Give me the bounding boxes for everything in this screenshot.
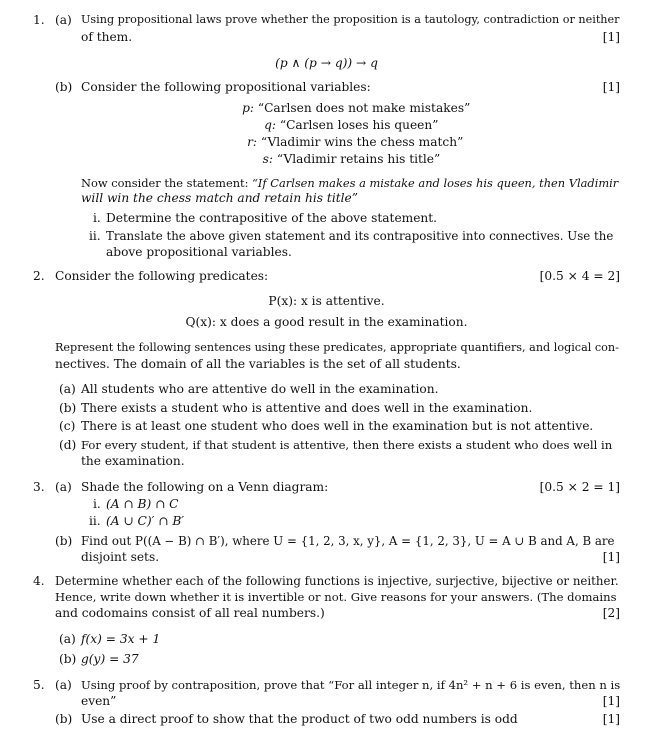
q1-statement-prefix: Now consider the statement: xyxy=(81,176,253,190)
q3-sub-i-expr: (A ∩ B) ∩ C xyxy=(106,497,179,511)
q1-sub-ii-label: ii. xyxy=(89,229,101,243)
q2-number: 2. xyxy=(33,269,45,283)
q1a-label: (a) xyxy=(55,13,72,27)
q3b-text-cont: disjoint sets. xyxy=(81,550,160,564)
q2d-label: (d) xyxy=(59,438,77,452)
q4-number: 4. xyxy=(33,574,45,588)
q3b-text: Find out P((A − B) ∩ B′), where U = {1, 2, 3, x, y}, A = {1, 2, 3}, U = A ∪ B and A, B are xyxy=(81,534,615,548)
q1a-text-line1: Using propositional laws prove whether the proposition is a tautology, contradiction or neither xyxy=(81,13,620,26)
q2b-label: (b) xyxy=(59,401,77,415)
q2-intro-line2: nectives. The domain of all the variables is the set of all students. xyxy=(55,357,461,371)
var-s-text: “Vladimir retains his title” xyxy=(276,152,441,166)
var-r-symbol: r: xyxy=(247,135,257,149)
q5-number: 5. xyxy=(33,678,45,692)
q5a-label: (a) xyxy=(55,678,72,692)
q4-text-line3: and codomains consist of all real numbers.) xyxy=(55,606,325,620)
q3a-marks: [0.5 × 2 = 1] xyxy=(539,480,620,494)
q1a-text-line2: of them. xyxy=(81,30,133,44)
q5a-marks: [1] xyxy=(602,694,620,708)
q1-statement-line1 xyxy=(81,175,618,191)
q1a-formula: (p ∧ (p → q)) → q xyxy=(275,56,378,70)
q2d-text: For every student, if that student is attentive, then there exists a student who does well in xyxy=(81,438,613,452)
q2a-text: All students who are attentive do well in the examination. xyxy=(81,382,439,396)
var-p-text: “Carlsen does not make mistakes” xyxy=(257,101,471,115)
q2d-text-cont: the examination. xyxy=(81,454,185,468)
q3b-label: (b) xyxy=(55,534,73,548)
q2-text: Consider the following predicates: xyxy=(55,269,269,283)
q1-sub-i-label: i. xyxy=(93,211,101,225)
q1-sub-i-text: Determine the contrapositive of the above statement. xyxy=(106,211,438,225)
var-p-symbol: p: xyxy=(242,101,254,115)
q1b-text: Consider the following propositional variables: xyxy=(81,80,371,94)
q4-marks: [2] xyxy=(602,606,620,620)
q4-text-line1: Determine whether each of the following functions is injective, surjective, bijective or neither. xyxy=(55,574,619,588)
q1b-marks: [1] xyxy=(602,80,620,94)
var-q-symbol: q: xyxy=(264,118,276,132)
q5b-text: Use a direct proof to show that the product of two odd numbers is odd xyxy=(81,712,518,726)
var-q-text: “Carlsen loses his queen” xyxy=(279,118,439,132)
q1-sub-ii-text-line1: Translate the above given statement and its contrapositive into connectives. Use the xyxy=(106,229,614,243)
q3-sub-ii-expr: (A ∪ C)′ ∩ B′ xyxy=(106,514,185,528)
q2-intro-line1: Represent the following sentences using these predicates, appropriate quantifiers, and logical con- xyxy=(55,341,619,354)
q4a-expr: f(x) = 3x + 1 xyxy=(81,632,161,646)
q3-sub-i-label: i. xyxy=(93,497,101,511)
q4b-expr: g(y) = 37 xyxy=(81,652,139,666)
q3a-text: Shade the following on a Venn diagram: xyxy=(81,480,329,494)
q1-sub-ii-text-line2: above propositional variables. xyxy=(106,245,292,259)
q3a-label: (a) xyxy=(55,480,72,494)
q2-predicate-q: Q(x): x does a good result in the examination. xyxy=(185,315,468,329)
q1a-marks: [1] xyxy=(602,30,620,44)
var-p xyxy=(226,100,470,116)
q3b-marks: [1] xyxy=(602,550,620,564)
var-r xyxy=(229,134,463,150)
q3-number: 3. xyxy=(33,480,45,494)
q1-number: 1. xyxy=(33,13,45,27)
q1-statement-quote2: will win the chess match and retain his title” xyxy=(81,191,358,205)
q2-marks: [0.5 × 4 = 2] xyxy=(539,269,620,283)
q4a-label: (a) xyxy=(59,632,76,646)
var-s xyxy=(245,151,440,167)
q1-statement-quote1: “If Carlsen makes a mistake and loses his queen, then Vladimir xyxy=(252,176,619,190)
q2a-label: (a) xyxy=(59,382,76,396)
var-s-symbol: s: xyxy=(262,152,273,166)
q2c-label: (c) xyxy=(59,419,76,433)
q3-sub-ii-label: ii. xyxy=(89,514,101,528)
q5b-label: (b) xyxy=(55,712,73,726)
q2c-text: There is at least one student who does well in the examination but is not attentive. xyxy=(81,419,594,433)
q2b-text: There exists a student who is attentive and does well in the examination. xyxy=(81,401,533,415)
var-r-text: “Vladimir wins the chess match” xyxy=(260,135,464,149)
q4b-label: (b) xyxy=(59,652,77,666)
q1b-label: (b) xyxy=(55,80,73,94)
q5a-text-line2: even” xyxy=(81,694,117,708)
q5a-text-line1: Using proof by contraposition, prove that “For all integer n, if 4n² + n + 6 is even, then n is xyxy=(81,678,621,692)
q2-predicate-p: P(x): x is attentive. xyxy=(268,294,385,308)
var-q xyxy=(248,117,438,133)
q4-text-line2: Hence, write down whether it is invertible or not. Give reasons for your answers. (The domains xyxy=(55,590,617,604)
q5b-marks: [1] xyxy=(602,712,620,726)
